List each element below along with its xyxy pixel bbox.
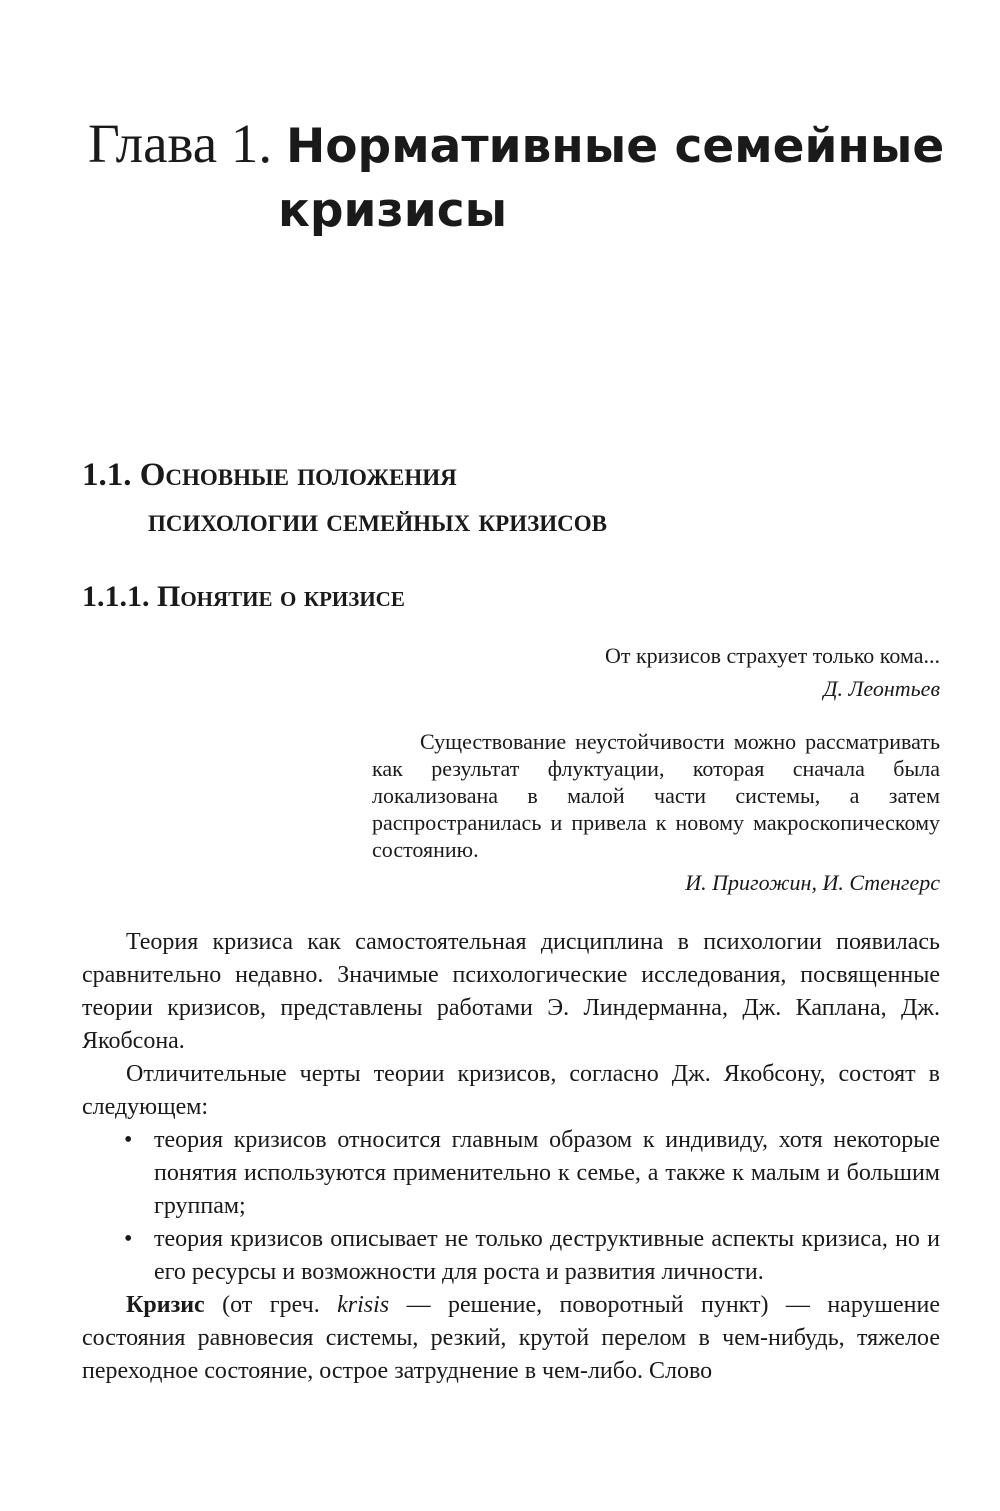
chapter-name-line2: кризисы bbox=[278, 183, 508, 238]
epigraph-quote: От кризисов страхует только кома... bbox=[604, 643, 940, 668]
latin-term: krisis bbox=[337, 1292, 390, 1318]
epigraph-author: И. Пригожин, И. Стенгерс bbox=[685, 870, 940, 895]
chapter-label: Глава 1. bbox=[88, 113, 273, 174]
paragraph-crisis-theory: Теория кризиса как самостоятельная дисциплина в психологии появилась сравнительно недавно. Значимые психологические исследования, посвященные теории кризисов, представлены работами Э. Линдерманна, Дж. Каплана, Дж. Якобсона. bbox=[82, 929, 940, 1054]
definition-text-part2: — решение, поворотный пункт) — нарушение состояния равновесия системы, резкий, крутой перелом в чем-нибудь, тяжелое переходное состояние, острое затруднение в чем-либо. Слово bbox=[82, 1292, 940, 1384]
section-heading-line2: психологии семейных кризисов bbox=[148, 503, 607, 539]
epigraph-prigogine bbox=[372, 728, 940, 896]
body-text bbox=[82, 926, 940, 1388]
bullet-icon: • bbox=[124, 1127, 133, 1153]
definition-text-part1: (от греч. bbox=[204, 1292, 338, 1318]
defined-term: Кризис bbox=[126, 1292, 205, 1318]
chapter-title bbox=[88, 112, 948, 243]
list-item bbox=[124, 1223, 940, 1289]
features-list bbox=[82, 1124, 940, 1289]
chapter-name-line1: Нормативные семейные bbox=[285, 119, 945, 174]
paragraph-crisis-definition bbox=[82, 1289, 940, 1388]
epigraph-author: Д. Леонтьев bbox=[823, 676, 940, 701]
list-item bbox=[124, 1124, 940, 1223]
epigraph-quote: Существование неустойчивости можно рассматривать как результат флуктуации, которая сначала была локализована в малой части системы, а затем распространилась и привела к новому макроскопическому состоянию. bbox=[372, 729, 940, 862]
epigraph-leontiev bbox=[605, 642, 940, 702]
bullet-icon: • bbox=[124, 1226, 133, 1252]
list-item-text: теория кризисов относится главным образом к индивиду, хотя некоторые понятия используются применительно к семье, а также к малым и большим группам; bbox=[154, 1127, 940, 1219]
subsection-heading: 1.1.1. Понятие о кризисе bbox=[82, 580, 405, 613]
list-item-text: теория кризисов описывает не только деструктивные аспекты кризиса, но и его ресурсы и возможности для роста и развития личности. bbox=[154, 1226, 940, 1285]
section-heading bbox=[82, 452, 607, 544]
paragraph-jacobson-features: Отличительные черты теории кризисов, согласно Дж. Якобсону, состоят в следующем: bbox=[82, 1061, 940, 1120]
section-heading-line1: 1.1. Основные положения bbox=[82, 457, 457, 493]
